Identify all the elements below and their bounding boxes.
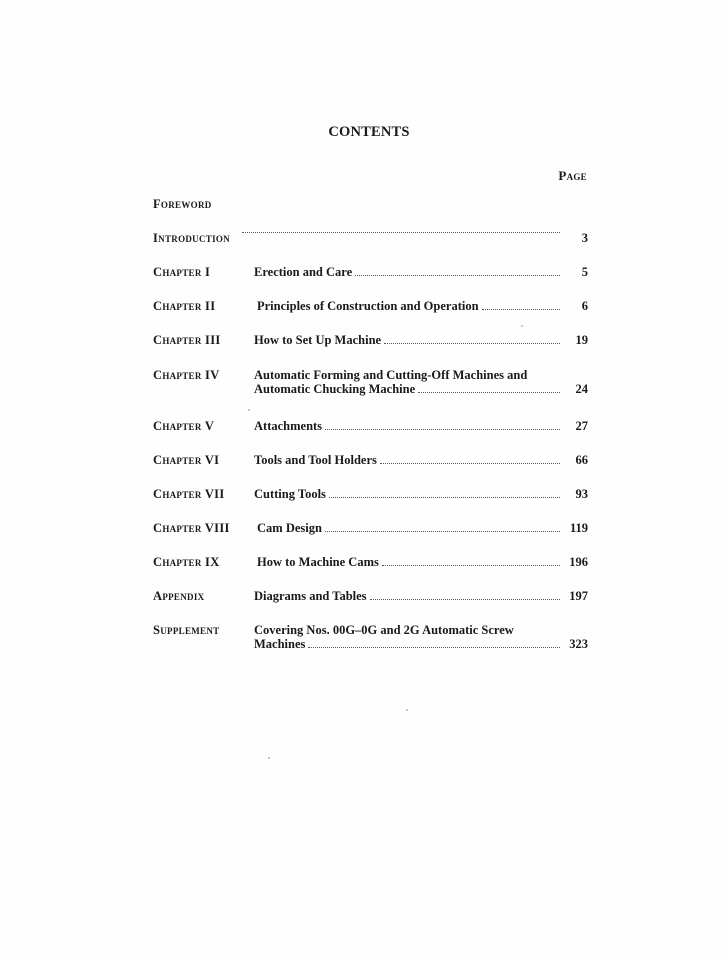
page-number: 93	[575, 487, 588, 501]
entry-label: Appendix	[153, 589, 205, 603]
entry-title: Machines	[254, 637, 306, 651]
page-number: 24	[575, 382, 588, 396]
scan-speck	[521, 325, 523, 327]
dot-leader	[384, 342, 560, 344]
contents-heading: CONTENTS	[328, 124, 410, 140]
dot-leader	[308, 646, 560, 648]
entry-label: Foreword	[153, 197, 212, 211]
entry-label: Chapter V	[153, 419, 215, 433]
scan-speck	[406, 709, 408, 711]
entry-title: How to Machine Cams	[257, 555, 379, 569]
entry-title: Attachments	[254, 419, 323, 433]
dot-leader	[380, 462, 560, 464]
page-number: 197	[569, 589, 588, 603]
entry-label: Chapter IV	[153, 368, 220, 382]
page-number: 66	[575, 453, 588, 467]
dot-leader	[325, 530, 560, 532]
entry-label: Chapter II	[153, 299, 216, 313]
page-number: 19	[575, 333, 588, 347]
dot-leader	[242, 231, 560, 233]
entry-label: Chapter IX	[153, 555, 220, 569]
entry-title: Principles of Construction and Operation	[257, 299, 479, 313]
entry-title-line1: Automatic Forming and Cutting-Off Machines and	[254, 368, 528, 382]
scan-speck	[248, 409, 250, 411]
entry-label: Chapter VII	[153, 487, 225, 501]
entry-title: Tools and Tool Holders	[254, 453, 377, 467]
page-number: 196	[569, 555, 588, 569]
entry-title: How to Set Up Machine	[254, 333, 382, 347]
entry-label: Chapter VIII	[153, 521, 230, 535]
dot-leader	[370, 598, 560, 600]
entry-label: Chapter III	[153, 333, 221, 347]
entry-title: Erection and Care	[254, 265, 353, 279]
page-column-label: Page	[558, 168, 587, 183]
entry-title-line1: Covering Nos. 00G–0G and 2G Automatic Screw	[254, 623, 514, 637]
scan-speck	[268, 757, 270, 759]
entry-title: Diagrams and Tables	[254, 589, 367, 603]
page-number: 6	[581, 299, 588, 313]
page-number: 5	[581, 265, 588, 279]
page-number: 3	[581, 231, 588, 245]
entry-title: Cutting Tools	[254, 487, 326, 501]
entry-label: Chapter I	[153, 265, 211, 279]
dot-leader	[382, 564, 560, 566]
entry-label: Supplement	[153, 623, 220, 637]
dot-leader	[482, 308, 560, 310]
dot-leader	[325, 428, 560, 430]
dot-leader	[329, 496, 560, 498]
entry-title: Automatic Chucking Machine	[254, 382, 416, 396]
dot-leader	[418, 391, 560, 393]
page-number: 323	[569, 637, 588, 651]
entry-label: Introduction	[153, 231, 230, 245]
entry-title: Cam Design	[257, 521, 322, 535]
dot-leader	[355, 274, 560, 276]
page-number: 119	[569, 521, 588, 535]
entry-label: Chapter VI	[153, 453, 220, 467]
page-number: 27	[575, 419, 588, 433]
